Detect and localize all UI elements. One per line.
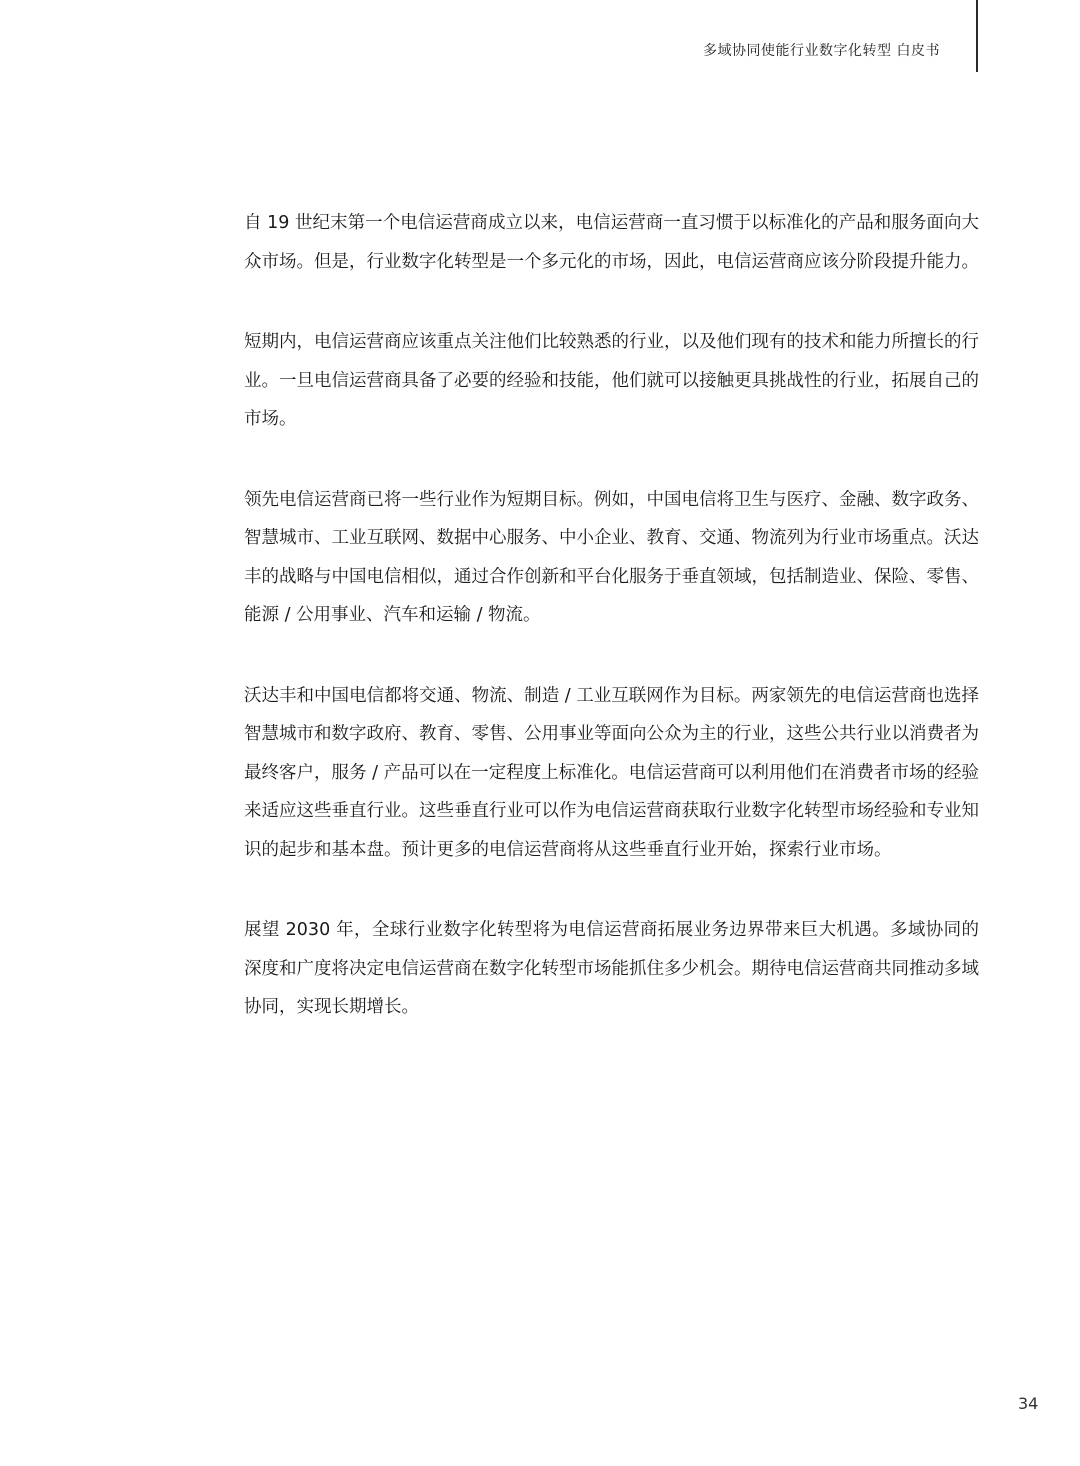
body-text (244, 204, 979, 1069)
page-number: 34 (1018, 1394, 1039, 1413)
running-header-title: 多域协同使能行业数字化转型 白皮书 (703, 43, 940, 59)
paragraph: 展望 2030 年，全球行业数字化转型将为电信运营商拓展业务边界带来巨大机遇。多域协同的深度和广度将决定电信运营商在数字化转型市场能抓住多少机会。期待电信运营商共同推动多域协同，实现长期增长。 (244, 920, 979, 1017)
header-vertical-rule (976, 0, 978, 72)
paragraph: 短期内，电信运营商应该重点关注他们比较熟悉的行业，以及他们现有的技术和能力所擅长的行业。一旦电信运营商具备了必要的经验和技能，他们就可以接触更具挑战性的行业，拓展自己的市场。 (244, 332, 979, 429)
paragraph: 自 19 世纪末第一个电信运营商成立以来，电信运营商一直习惯于以标准化的产品和服务面向大众市场。但是，行业数字化转型是一个多元化的市场，因此，电信运营商应该分阶段提升能力。 (244, 213, 979, 272)
paragraph: 领先电信运营商已将一些行业作为短期目标。例如，中国电信将卫生与医疗、金融、数字政务、智慧城市、工业互联网、数据中心服务、中小企业、教育、交通、物流列为行业市场重点。沃达丰的战略与中国电信相似，通过合作创新和平台化服务于垂直领域，包括制造业、保险、零售、能源 / 公用事业、汽车和运输 / 物流。 (244, 489, 979, 625)
paragraph: 沃达丰和中国电信都将交通、物流、制造 / 工业互联网作为目标。两家领先的电信运营商也选择智慧城市和数字政府、教育、零售、公用事业等面向公众为主的行业，这些公共行业以消费者为最终客户，服务 / 产品可以在一定程度上标准化。电信运营商可以利用他们在消费者市场的经验来适应这些垂直行业。这些垂直行业可以作为电信运营商获取行业数字化转型市场经验和专业知识的起步和基本盘。预计更多的电信运营商将从这些垂直行业开始，探索行业市场。 (244, 685, 979, 860)
